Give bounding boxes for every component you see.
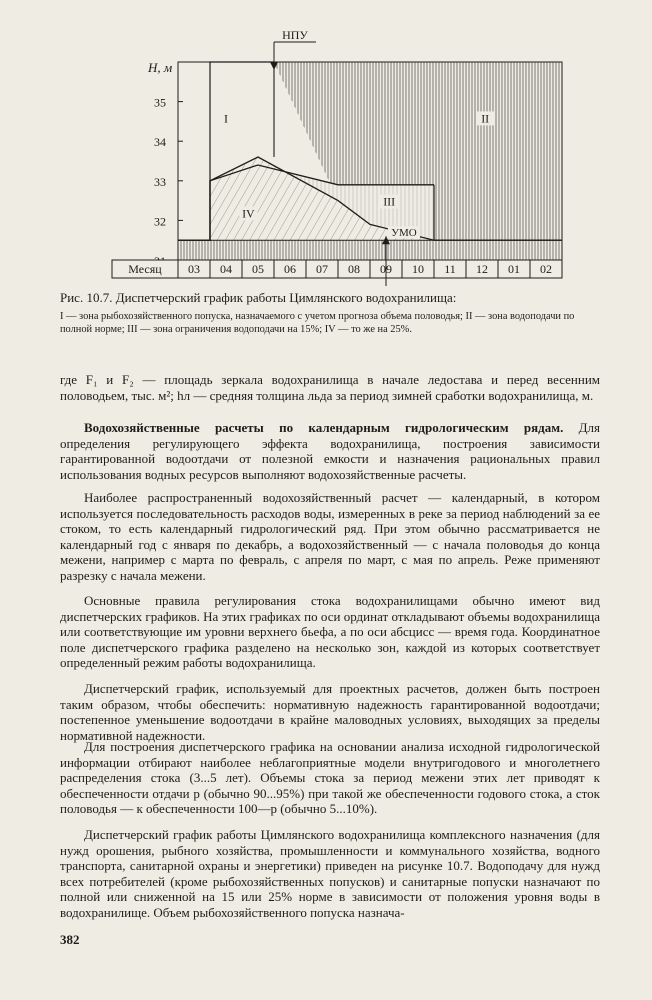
y-axis-label: H, м: [148, 60, 173, 75]
dispatch-chart: [0, 0, 652, 290]
zone-label-III: III: [383, 194, 396, 209]
month-label-04: 04: [220, 262, 232, 276]
month-label-02: 02: [540, 262, 552, 276]
month-label-12: 12: [476, 262, 488, 276]
y-tick-label-35: 35: [154, 95, 166, 110]
zone-label-IV: IV: [242, 206, 255, 221]
figure-caption: Рис. 10.7. Диспетчерский график работы Цимлянского водохранилища:: [60, 290, 457, 305]
x-axis-label: Месяц: [128, 262, 162, 276]
section-heading: Водохозяйственные расчеты по календарным гидрологическим рядам.: [84, 420, 564, 435]
y-tick-label-33: 33: [154, 174, 166, 189]
month-label-09: 09: [380, 262, 392, 276]
figure-legend: I — зона рыбохозяйственного попуска, назначаемого с учетом прогноза объема половодья; II — зона водоподачи по полной норме; III — зона ограничения водоподачи на 15%; IV — то же на 25%.: [60, 311, 575, 335]
paragraph-3: Наиболее распространенный водохозяйственный расчет — календарный, в котором используется последовательность расходов воды, измеренных в реке за период наблюдений за ее стоком, то есть календарный гидрологический ряд. При этом обычно рассматривается не календарный год с января по декабрь, а водохозяйственный — с начала половодья до конца межени, например с марта по февраль, с апреля по март, с мая по апрель. Реже применяют разрезку с начала межени.: [60, 490, 600, 583]
paragraph-5: Диспетчерский график, используемый для проектных расчетов, должен быть построен таким образом, чтобы обеспечить: нормативную надежность гарантированной водоотдачи; постепенное уменьшение водоотдачи в крайне маловодных условиях, выходящих за пределы нормативной надежности.: [60, 681, 600, 743]
month-label-08: 08: [348, 262, 360, 276]
paragraph-4: Основные правила регулирования стока водохранилищами обычно имеют вид диспетчерских графиков. На этих графиках по оси ординат откладывают объемы водохранилища или соответствующие им уровни верхнего бьефа, а по оси абсцисс — время года. Координатное поле диспетчерского графика разделено на несколько зон, каждой из которых соответствует определенный режим работы водохранилища.: [60, 593, 600, 671]
zone-label-II: II: [481, 111, 490, 126]
month-label-01: 01: [508, 262, 520, 276]
month-label-07: 07: [316, 262, 328, 276]
y-tick-label-32: 32: [154, 214, 166, 229]
month-label-10: 10: [412, 262, 424, 276]
umo-label: УМО: [391, 227, 417, 240]
paragraph-2-body: Для определения регулирующего эффекта водохранилища, построения зависимости гарантированной водоотдачи от полезной емкости и назначения рациональных правил использования водных ресурсов выполняют водохозяйственные расчеты.: [60, 420, 600, 482]
paragraph-7: Диспетчерский график работы Цимлянского водохранилища комплексного назначения (для нужд орошения, рыбного хозяйства, промышленности и коммунального хозяйства, водного транспорта, санитарной охраны и энергетики) приведен на рисунке 10.7. Водоподачу для нужд всех потребителей (кроме рыбохозяйственных попусков) и санитарные попуски назначают по полной или сниженной на 15 или 25% норме в зависимости от положения уровня воды в водохранилище. Объем рыбохозяйственного попуска назнача-: [60, 827, 600, 920]
zone-label-I: I: [224, 111, 228, 126]
month-label-06: 06: [284, 262, 296, 276]
month-label-05: 05: [252, 262, 264, 276]
y-tick-label-34: 34: [154, 135, 166, 150]
month-row-frame: [112, 260, 562, 278]
npu-label: НПУ: [282, 28, 308, 42]
month-label-11: 11: [444, 262, 456, 276]
month-label-03: 03: [188, 262, 200, 276]
paragraph-2: [60, 420, 600, 482]
paragraph-1: где F₁ и F₂ — площадь зеркала водохранилища в начале ледостава и перед весенним половодьем, тыс. м²; hл — средняя толщина льда за период зимней сработки водохранилища, м.: [60, 372, 600, 403]
below-umo-band: [178, 240, 562, 260]
paragraph-6: Для построения диспетчерского графика на основании анализа исходной гидрологической информации отбирают наиболее неблагоприятные модели внутригодового и многолетнего распределения стока (3...5 лет). Объемы стока за период межени этих лет приводят к обеспеченности отдачи p (обычно 90...95%) при такой же обеспеченности годового стока, а сток половодья — к обеспеченности 100—p (обычно 5...10%).: [60, 739, 600, 817]
page-number: 382: [60, 932, 80, 947]
